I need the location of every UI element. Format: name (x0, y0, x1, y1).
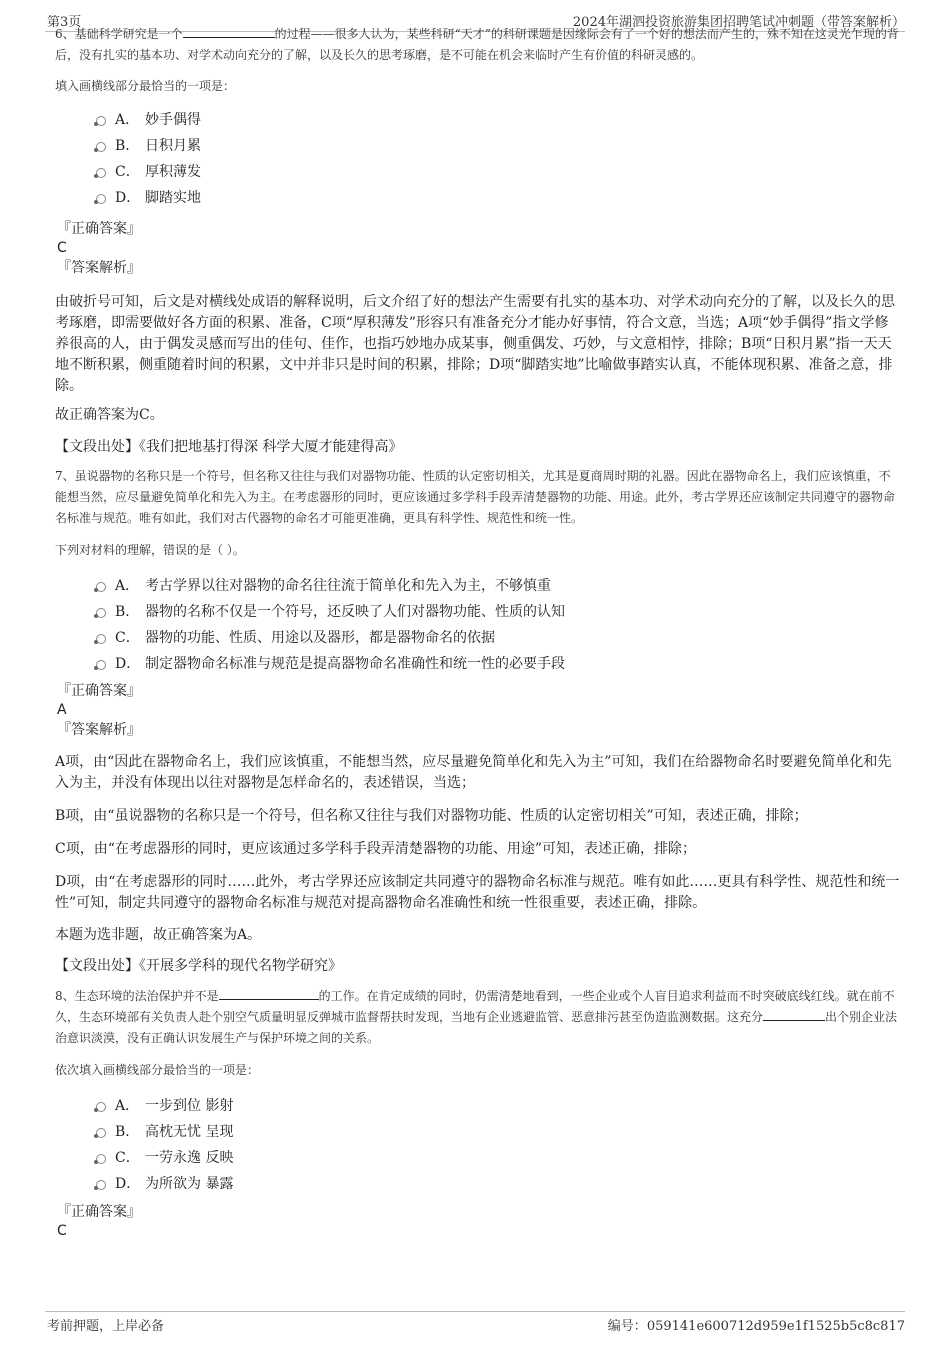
option-d[interactable]: D． 为所欲为 暴露 (55, 1171, 900, 1197)
radio-icon[interactable] (96, 582, 106, 592)
radio-icon[interactable] (96, 608, 106, 618)
option-b[interactable]: B． 高枕无忧 呈现 (55, 1119, 900, 1145)
option-c[interactable]: C． 器物的功能、性质、用途以及器形，都是器物命名的依据 (55, 625, 900, 651)
radio-icon[interactable] (96, 116, 106, 126)
question-6-text: 6、基础科学研究是一个 的过程——很多人认为，某些科研“天才”的科研课题是因缘际会有了一个好的想法而产生的，殊不知在这灵光乍现的背后，没有扎实的基本功、对学术动向充分的了解，以及长久的思考琢磨，是不可能在机会来临时产生有价值的科研灵感的。 (55, 27, 899, 62)
source-citation: 【文段出处】《开展多学科的现代名物学研究》 (55, 958, 342, 974)
correct-answer: C (57, 1223, 67, 1239)
fill-blank (183, 25, 275, 38)
fill-blank (763, 1008, 825, 1021)
radio-icon[interactable] (96, 142, 106, 152)
document-body (55, 27, 900, 1241)
option-c[interactable]: C． 一劳永逸 反映 (55, 1145, 900, 1171)
answer-label: 『正确答案』 (57, 1204, 141, 1220)
source-citation: 【文段出处】《我们把地基打得深 科学大厦才能建得高》 (55, 439, 403, 455)
question-8 (55, 986, 900, 1241)
question-7-prompt: 下列对材料的理解，错误的是（ ）。 (55, 543, 245, 557)
analysis-paragraph: B项，由“虽说器物的名称只是一个符号，但名称又往往与我们对器物功能、性质的认定密切相关”可知，表述正确，排除； (55, 808, 808, 824)
correct-answer: C (57, 240, 67, 256)
radio-icon[interactable] (96, 1102, 106, 1112)
analysis-paragraph: 由破折号可知，后文是对横线处成语的解释说明，后文介绍了好的想法产生需要有扎实的基本功、对学术动向充分的了解，以及长久的思考琢磨，即需要做好各方面的积累、准备，C项“厚积薄发”形容只有准备充分才能办好事情，符合文意，当选；A项“妙手偶得”指文学修养很高的人，由于偶发灵感而写出的佳句、佳作，也指巧妙地办成某事，侧重偶发、巧妙，与文意相悖，排除；B项“日积月累”指一天天地不断积累，侧重随着时间的积累，文中并非只是时间的积累，排除；D项“脚踏实地”比喻做事踏实认真，不能体现积累、准备之意，排除。 (55, 294, 895, 394)
radio-icon[interactable] (96, 194, 106, 204)
option-d[interactable]: D． 脚踏实地 (55, 185, 900, 211)
analysis-label: 『答案解析』 (57, 722, 141, 738)
radio-icon[interactable] (96, 1154, 106, 1164)
radio-icon[interactable] (96, 1128, 106, 1138)
analysis-paragraph: 故正确答案为C。 (55, 407, 164, 423)
page-footer (0, 1305, 950, 1345)
radio-icon[interactable] (96, 168, 106, 178)
footer-slogan: 考前押题，上岸必备 (47, 1319, 165, 1334)
question-8-prompt: 依次填入画横线部分最恰当的一项是： (55, 1063, 260, 1077)
radio-icon[interactable] (96, 634, 106, 644)
option-b[interactable]: B． 日积月累 (55, 133, 900, 159)
option-c[interactable]: C． 厚积薄发 (55, 159, 900, 185)
question-6 (55, 24, 900, 458)
option-a[interactable]: A． 妙手偶得 (55, 107, 900, 133)
question-7-options (55, 573, 900, 677)
question-7-text: 7、虽说器物的名称只是一个符号，但名称又往往与我们对器物功能、性质的认定密切相关，尤其是夏商周时期的礼器。因此在器物命名上，我们应该慎重，不能想当然，应尽量避免简单化和先入为主。在考虑器形的同时，更应该通过多学科手段弄清楚器物的功能、用途。此外，考古学界还应该制定共同遵守的器物命名标准与规范。唯有如此，我们对古代器物的命名才可能更准确，更具有科学性、规范性和统一性。 (55, 469, 896, 525)
option-b[interactable]: B． 器物的名称不仅是一个符号，还反映了人们对器物功能、性质的认知 (55, 599, 900, 625)
analysis-paragraph: A项，由“因此在器物命名上，我们应该慎重，不能想当然，应尽量避免简单化和先入为主”可知，我们在给器物命名时要避免简单化和先入为主，并没有体现出以往对器物是怎样命名的，表述错误，当选； (55, 754, 892, 791)
page-number: 第3页 (47, 15, 82, 30)
correct-answer: A (57, 702, 67, 718)
analysis-paragraph: C项，由“在考虑器形的同时，更应该通过多学科手段弄清楚器物的功能、用途”可知，表述正确，排除； (55, 841, 697, 857)
analysis-label: 『答案解析』 (57, 260, 141, 276)
question-8-text: 8、生态环境的法治保护并不是 的工作。在肯定成绩的同时，仍需清楚地看到，一些企业或个人盲目追求利益而不时突破底线红线。就在前不久，生态环境部有关负责人赴个别空气质量明显反弹城市监督帮扶时发现，当地有企业逃避监管、恶意排污甚至伪造监测数据。这充分 出个别企业法治意识淡漠，没有正确认识发展生产与保护环境之间的关系。 (55, 989, 898, 1045)
document-code: 编号：059141e600712d959e1f1525b5c8c817 (607, 1319, 905, 1334)
document-title: 2024年湖泗投资旅游集团招聘笔试冲刺题（带答案解析） (572, 15, 905, 30)
fill-blank (219, 987, 319, 1000)
answer-label: 『正确答案』 (57, 683, 141, 699)
question-6-options (55, 107, 900, 211)
radio-icon[interactable] (96, 660, 106, 670)
option-a[interactable]: A． 一步到位 影射 (55, 1093, 900, 1119)
question-7 (55, 466, 900, 977)
analysis-paragraph: D项，由“在考虑器形的同时……此外，考古学界还应该制定共同遵守的器物命名标准与规范。唯有如此……更具有科学性、规范性和统一性”可知，制定共同遵守的器物命名标准与规范对提高器物命名准确性和统一性很重要，表述正确，排除。 (55, 874, 900, 911)
question-6-prompt: 填入画横线部分最恰当的一项是： (55, 79, 236, 93)
option-a[interactable]: A． 考古学界以往对器物的命名往往流于简单化和先入为主，不够慎重 (55, 573, 900, 599)
question-8-options (55, 1093, 900, 1197)
footer-divider (45, 1311, 905, 1312)
analysis-paragraph: 本题为选非题，故正确答案为A。 (55, 927, 262, 943)
radio-icon[interactable] (96, 1180, 106, 1190)
answer-label: 『正确答案』 (57, 221, 141, 237)
option-d[interactable]: D． 制定器物命名标准与规范是提高器物命名准确性和统一性的必要手段 (55, 651, 900, 677)
